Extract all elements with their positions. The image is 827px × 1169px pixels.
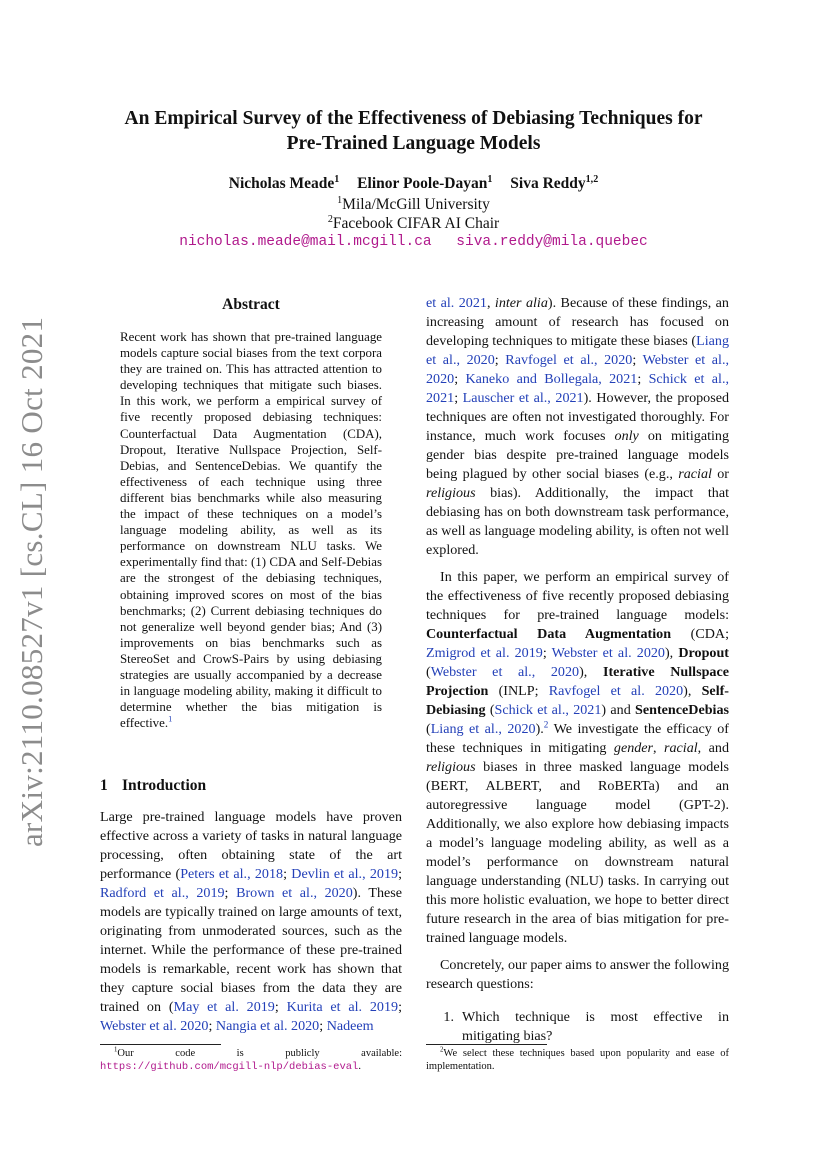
author-3: Siva Reddy$^{1,2}$ bbox=[510, 173, 599, 192]
right-paragraph-2: In this paper, we perform an empirical survey of the effectiveness of five recently proposed debiasing techniques for pre-trained language models: Counterfactual Data Augmentation (CDA; Zmigrod et al. 2019; Webster et al. 2020), Dropout (Webster et al., 2020), Iterative Nullspace Projection (INLP; Ravfogel et al. 2020), Self-Debiasing (Schick et al., 2021) and SentenceDebias (Liang et al., 2020).$^2$ We investigate the efficacy of these techniques in mitigating gender, racial, and religious biases in three masked language models (BERT, ALBERT, and RoBERTa) and an autoregressive language model (GPT-2). Additionally, we also explore how debiasing impacts a model’s language modeling ability, as well as a model’s performance on downstream natural language understanding (NLU) tasks. In carrying out this more holistic evaluation, we hope to better direct future research in the area of bias mitigation for pre-trained language models. bbox=[426, 569, 729, 946]
citation-link[interactable]: May et al. 2019 bbox=[173, 999, 275, 1015]
intro-paragraph-1: Large pre-trained language models have proven effective across a variety of tasks in natural language processing, often obtaining state of the art performance (Peters et al., 2018; Devlin et al., 2019; Radford et al., 2019; Brown et al., 2020). These models are typically trained on large amounts of text, originating from unmoderated sources, such as the internet. While the performance of these pre-trained models is remarkable, recent work has shown that they capture social biases from the data they are trained on (May et al. 2019; Kurita et al. 2019; Webster et al. 2020; Nangia et al. 2020; Nadeem bbox=[100, 809, 402, 1034]
paper-title bbox=[0, 106, 827, 156]
citation-link[interactable]: Schick et al., 2021 bbox=[494, 702, 602, 718]
title-line-1: An Empirical Survey of the Effectiveness of Debiasing Techniques for bbox=[124, 108, 703, 129]
footnote-rule-right bbox=[426, 1044, 547, 1045]
right-paragraph-3: Concretely, our paper aims to answer the following research questions: bbox=[426, 957, 729, 992]
code-url-link[interactable]: https://github.com/mcgill-nlp/debias-eval bbox=[100, 1061, 359, 1073]
footnote-rule-left bbox=[100, 1044, 221, 1045]
citation-link[interactable]: Webster et al., 2020 bbox=[426, 352, 730, 387]
citation-link[interactable]: Webster et al. 2020 bbox=[100, 1018, 209, 1034]
citation-link[interactable]: Liang et al., 2020 bbox=[430, 721, 536, 737]
email-link-2[interactable]: siva.reddy@mila.quebec bbox=[456, 234, 648, 250]
footnote-2: $^2$We select these techniques based upon popularity and ease of implementation. bbox=[426, 1046, 729, 1072]
section-heading-introduction: 1 Introduction bbox=[100, 777, 207, 794]
citation-link[interactable]: Webster et al., 2020 bbox=[430, 664, 580, 680]
citation-link[interactable]: Schick et al., 2021 bbox=[426, 371, 729, 406]
abstract-body: Recent work has shown that pre-trained language models capture social biases from the text corpora they are trained on. This has attracted attention to developing techniques that mitigate such biases. In this work, we perform a empirical survey of five recently proposed debiasing techniques: Counterfactual Data Augmentation (CDA), Dropout, Iterative Nullspace Projection, Self-Debias, and SentenceDebias. We quantify the effectiveness of each technique using three different bias benchmarks while also measuring the impact of these techniques on a model’s language modeling ability, as well as its performance on downstream NLU tasks. We experimentally find that: (1) CDA and Self-Debias are the strongest of the debiasing techniques, obtaining improved scores on most of the bias benchmarks; (2) Current debiasing techniques do not generalize well beyond gender bias; And (3) improvements on bias benchmarks such as StereoSet and CrowS-Pairs by using debiasing strategies are usually accompanied by a decrease in language modeling ability, making it difficult to determine whether the bias mitigation is effective.$^1$ bbox=[120, 330, 382, 731]
right-column bbox=[426, 294, 729, 1046]
citation-link[interactable]: Brown et al., 2020 bbox=[236, 885, 353, 901]
author-2: Elinor Poole-Dayan$^1$ bbox=[357, 173, 493, 192]
citation-link[interactable]: Kurita et al. 2019 bbox=[286, 999, 399, 1015]
footnote-ref-2[interactable]: 2 bbox=[543, 719, 549, 730]
footnote-ref-1[interactable]: 1 bbox=[168, 714, 173, 724]
citation-link[interactable]: Kaneko and Bollegala, 2021 bbox=[465, 371, 638, 387]
citation-link[interactable]: Devlin et al., 2019 bbox=[291, 866, 399, 882]
citation-link[interactable]: Zmigrod et al. 2019 bbox=[426, 645, 543, 661]
arxiv-side-stamp: arXiv:2110.08527v1 [cs.CL] 16 Oct 2021 bbox=[14, 316, 49, 847]
citation-link[interactable]: Lauscher et al., 2021 bbox=[462, 390, 584, 406]
right-paragraph-1: et al. 2021, inter alia). Because of these findings, an increasing amount of research has focused on developing techniques to mitigate these biases (Liang et al., 2020; Ravfogel et al., 2020; Webster et al., 2020; Kaneko and Bollegala, 2021; Schick et al., 2021; Lauscher et al., 2021). However, the proposed techniques are often not investigated thoroughly. For instance, much work focuses only on mitigating gender bias despite pre-trained language models being plagued by other social biases (e.g., racial or religious bias). Additionally, the impact that debiasing has on both downstream task performance, as well as language modeling ability, is often not well explored. bbox=[426, 295, 730, 558]
citation-link[interactable]: Ravfogel et al., 2020 bbox=[505, 352, 633, 368]
author-1: Nicholas Meade$^1$ bbox=[228, 173, 340, 192]
footnote-1: $^1$Our code is publicly available: https://github.com/mcgill-nlp/debias-eval. bbox=[100, 1046, 402, 1073]
citation-link[interactable]: Ravfogel et al. 2020 bbox=[548, 683, 684, 699]
citation-link[interactable]: Nangia et al. 2020 bbox=[215, 1018, 320, 1034]
affiliation-2: $^2$Facebook CIFAR AI Chair bbox=[327, 213, 500, 232]
citation-link[interactable]: et al. 2021 bbox=[426, 295, 487, 311]
citation-link[interactable]: Nadeem bbox=[326, 1018, 374, 1034]
author-emails bbox=[0, 234, 827, 250]
title-line-2: Pre-Trained Language Models bbox=[286, 133, 541, 154]
citation-link[interactable]: Webster et al. 2020 bbox=[551, 645, 665, 661]
research-question-1: 1. Which technique is most effective in mitigating bias? bbox=[443, 1009, 729, 1044]
citation-link[interactable]: Liang et al., 2020 bbox=[426, 333, 729, 368]
author-list bbox=[0, 175, 827, 193]
affiliation-1: $^1$Mila/McGill University bbox=[337, 194, 490, 213]
citation-link[interactable]: Peters et al., 2018 bbox=[180, 866, 284, 882]
abstract-heading: Abstract bbox=[222, 296, 280, 313]
citation-link[interactable]: Radford et al., 2019 bbox=[100, 885, 225, 901]
email-link-1[interactable]: nicholas.meade@mail.mcgill.ca bbox=[179, 234, 432, 250]
